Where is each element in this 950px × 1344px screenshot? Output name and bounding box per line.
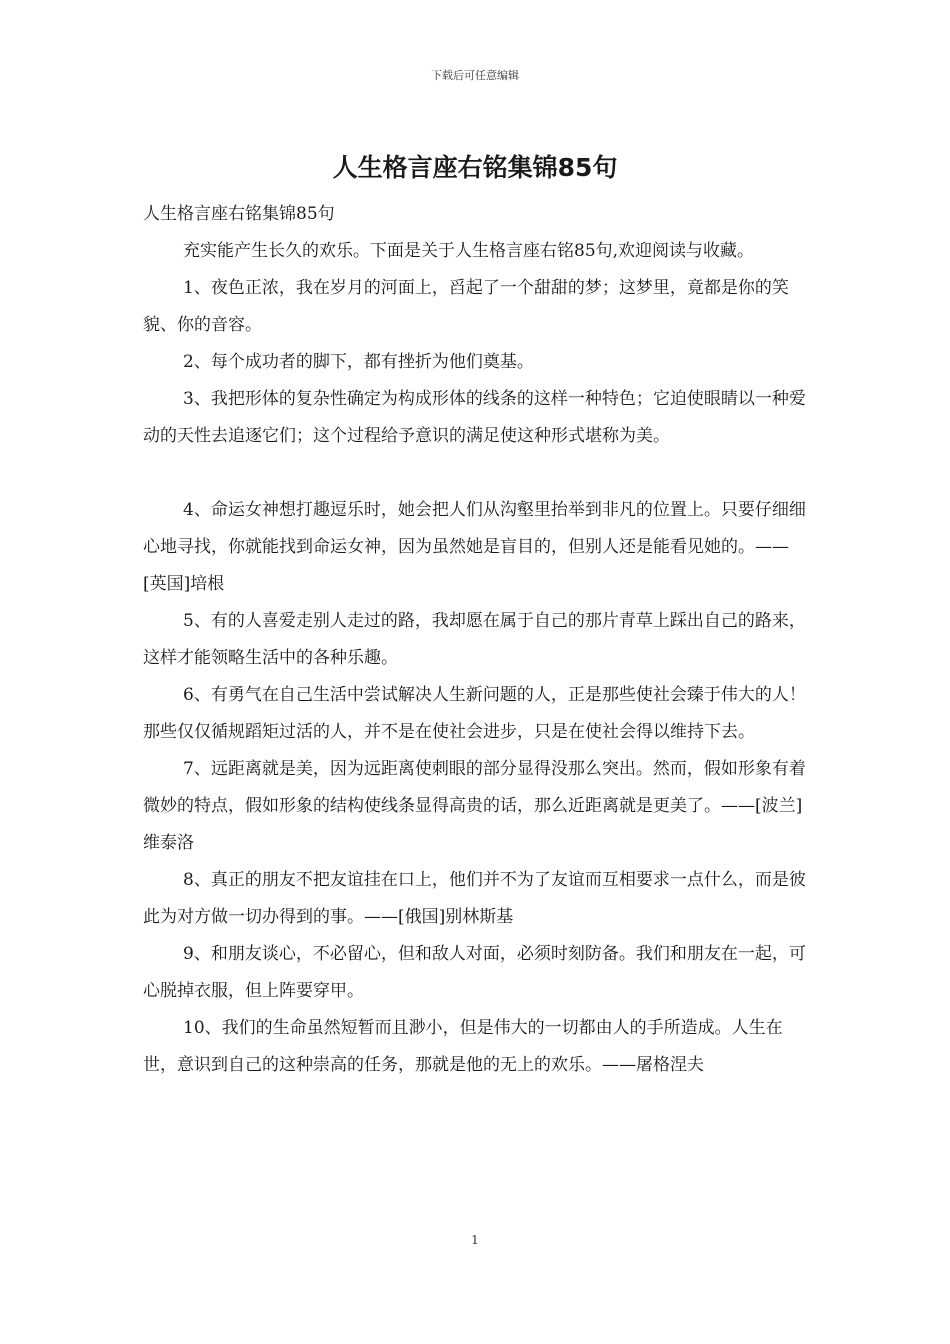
quote-paragraph: 6、有勇气在自己生活中尝试解决人生新问题的人，正是那些使社会臻于伟大的人！那些仅仅循规蹈矩过活的人，并不是在使社会进步，只是在使社会得以维持下去。: [143, 685, 806, 742]
quote-paragraph: 7、远距离就是美，因为远距离使刺眼的部分显得没那么突出。然而，假如形象有着微妙的特点，假如形象的结构使线条显得高贵的话，那么近距离就是更美了。——[波兰]维泰洛: [143, 759, 806, 853]
document-title: 人生格言座右铭集锦85句: [332, 153, 618, 182]
quote-paragraph: 2、每个成功者的脚下，都有挫折为他们奠基。: [183, 352, 534, 372]
page-number: 1: [471, 1233, 479, 1247]
document-subtitle: 人生格言座右铭集锦85句: [143, 204, 335, 224]
quote-paragraph: 3、我把形体的复杂性确定为构成形体的线条的这样一种特色；它迫使眼睛以一种爱动的天性去追逐它们；这个过程给予意识的满足使这种形式堪称为美。: [143, 389, 806, 446]
quote-paragraph: 9、和朋友谈心，不必留心，但和敌人对面，必须时刻防备。我们和朋友在一起，可心脱掉衣服，但上阵要穿甲。: [143, 944, 806, 1001]
quote-paragraph: 5、有的人喜爱走别人走过的路，我却愿在属于自己的那片青草上踩出自己的路来，这样才能领略生活中的各种乐趣。: [143, 611, 806, 668]
intro-paragraph: 充实能产生长久的欢乐。下面是关于人生格言座右铭85句,欢迎阅读与收藏。: [183, 241, 755, 261]
page-header-note: 下载后可任意编辑: [431, 69, 519, 82]
quote-paragraph: 8、真正的朋友不把友谊挂在口上，他们并不为了友谊而互相要求一点什么，而是彼此为对方做一切办得到的事。——[俄国]别林斯基: [143, 870, 806, 927]
paragraph-spacer: [143, 455, 811, 492]
quote-paragraph: 4、命运女神想打趣逗乐时，她会把人们从沟壑里抬举到非凡的位置上。只要仔细细心地寻找，你就能找到命运女神，因为虽然她是盲目的，但别人还是能看见她的。——[英国]培根: [143, 500, 806, 594]
quote-paragraph: 10、我们的生命虽然短暂而且渺小，但是伟大的一切都由人的手所造成。人生在世，意识到自己的这种崇高的任务，那就是他的无上的欢乐。——屠格涅夫: [143, 1018, 783, 1075]
quote-paragraph: 1、夜色正浓，我在岁月的河面上，舀起了一个甜甜的梦；这梦里，竟都是你的笑貌、你的音容。: [143, 278, 789, 335]
document-body: [143, 196, 811, 1084]
